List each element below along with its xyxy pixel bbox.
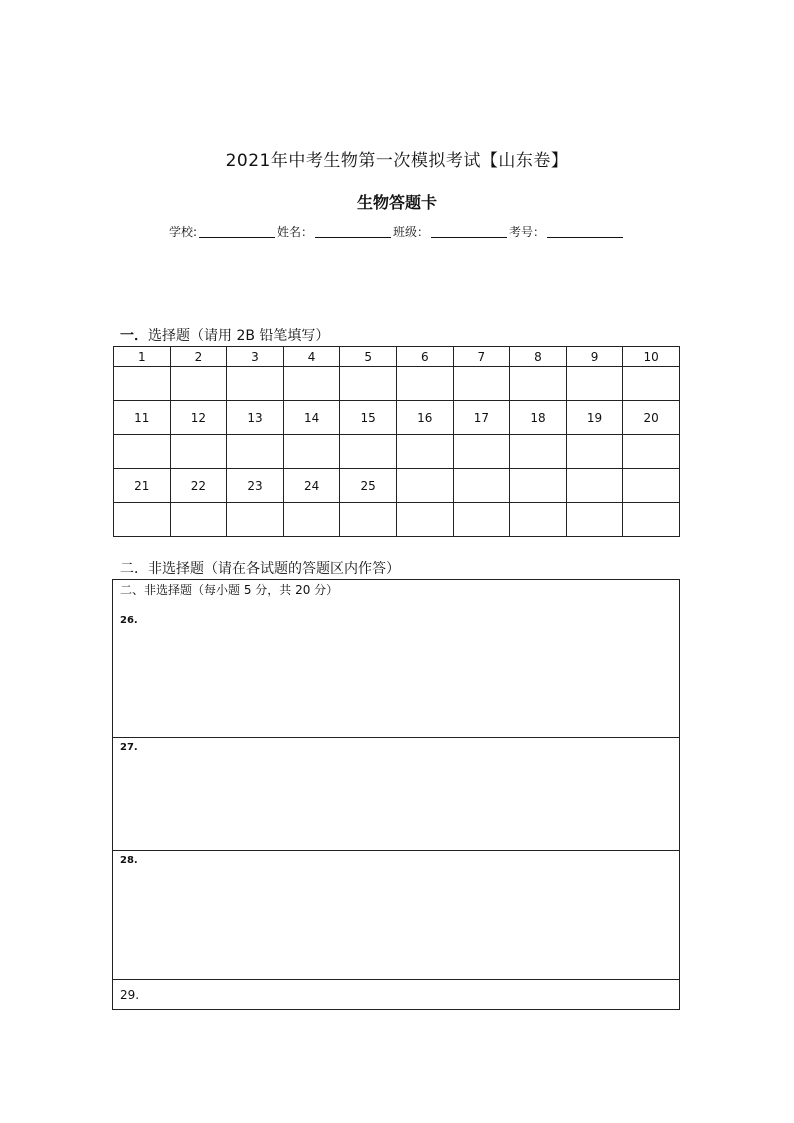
answer-cell[interactable] <box>623 367 680 401</box>
question-label-29: 29. <box>120 988 140 1002</box>
name-blank[interactable] <box>315 225 391 238</box>
answer-cell[interactable] <box>283 435 340 469</box>
answer-cell[interactable] <box>453 435 510 469</box>
answer-cell[interactable] <box>510 367 567 401</box>
answer-cell[interactable] <box>396 435 453 469</box>
answer-cell[interactable] <box>114 503 171 537</box>
question-number: 11 <box>114 401 171 435</box>
answer-cell[interactable] <box>283 367 340 401</box>
question-number: 25 <box>340 469 397 503</box>
answer-cell[interactable] <box>170 503 227 537</box>
answer-cell[interactable] <box>114 367 171 401</box>
answer-cell[interactable] <box>510 503 567 537</box>
answer-cell[interactable] <box>340 367 397 401</box>
class-blank[interactable] <box>431 225 507 238</box>
question-number: 19 <box>566 401 623 435</box>
question-number <box>453 469 510 503</box>
section2-heading: 二．非选择题（请在各试题的答题区内作答） <box>120 561 400 577</box>
answer-cell[interactable] <box>340 503 397 537</box>
question-number: 23 <box>227 469 284 503</box>
question-number: 3 <box>227 347 284 367</box>
answer-cell[interactable] <box>623 503 680 537</box>
section1-heading <box>120 325 329 345</box>
school-label: 学校: <box>168 225 197 239</box>
answer-cell[interactable] <box>170 435 227 469</box>
answer-cell[interactable] <box>114 435 171 469</box>
question-number: 20 <box>623 401 680 435</box>
student-info-line <box>0 223 794 240</box>
number-row <box>114 347 680 367</box>
question-number <box>566 469 623 503</box>
question-number: 5 <box>340 347 397 367</box>
exam-number-label: 考号： <box>509 225 546 239</box>
question-number: 10 <box>623 347 680 367</box>
answer-cell[interactable] <box>340 435 397 469</box>
question-number: 24 <box>283 469 340 503</box>
question-number: 22 <box>170 469 227 503</box>
section2-inner-title: 二、非选择题（每小题 5 分，共 20 分） <box>120 583 339 597</box>
question-number: 7 <box>453 347 510 367</box>
page-subtitle: 生物答题卡 <box>356 193 437 212</box>
question-number: 16 <box>396 401 453 435</box>
answer-cell[interactable] <box>566 435 623 469</box>
question-number: 9 <box>566 347 623 367</box>
answer-box-27[interactable] <box>113 738 679 851</box>
number-row <box>114 469 680 503</box>
name-label: 姓名： <box>277 225 314 239</box>
answer-cell[interactable] <box>283 503 340 537</box>
answer-cell[interactable] <box>566 367 623 401</box>
page-title: 2021年中考生物第一次模拟考试【山东卷】 <box>225 151 569 171</box>
answer-cell[interactable] <box>227 503 284 537</box>
answer-box-29[interactable] <box>113 980 679 1009</box>
answer-cell[interactable] <box>227 367 284 401</box>
exam-number-blank[interactable] <box>547 225 623 238</box>
question-number: 4 <box>283 347 340 367</box>
answer-cell[interactable] <box>170 367 227 401</box>
question-number: 6 <box>396 347 453 367</box>
question-label-28: 28. <box>120 855 138 866</box>
question-number: 14 <box>283 401 340 435</box>
class-label: 班级： <box>393 225 430 239</box>
question-number: 8 <box>510 347 567 367</box>
question-label-26: 26. <box>120 615 138 626</box>
school-blank[interactable] <box>199 225 275 238</box>
question-number: 1 <box>114 347 171 367</box>
answer-box-28[interactable] <box>113 851 679 980</box>
answer-row <box>114 503 680 537</box>
question-number: 15 <box>340 401 397 435</box>
multiple-choice-grid <box>113 346 680 537</box>
question-number: 17 <box>453 401 510 435</box>
answer-cell[interactable] <box>396 503 453 537</box>
answer-cell[interactable] <box>453 367 510 401</box>
question-number <box>510 469 567 503</box>
section1-heading-text: 选择题（请用 2B 铅笔填写） <box>148 328 330 344</box>
answer-box-26[interactable] <box>113 580 679 738</box>
answer-cell[interactable] <box>227 435 284 469</box>
answer-cell[interactable] <box>510 435 567 469</box>
question-label-27: 27. <box>120 742 138 753</box>
question-number <box>396 469 453 503</box>
question-number <box>623 469 680 503</box>
question-number: 21 <box>114 469 171 503</box>
section1-heading-prefix: 一． <box>120 328 148 344</box>
question-number: 18 <box>510 401 567 435</box>
question-number: 13 <box>227 401 284 435</box>
number-row <box>114 401 680 435</box>
answer-cell[interactable] <box>623 435 680 469</box>
question-number: 2 <box>170 347 227 367</box>
answer-cell[interactable] <box>396 367 453 401</box>
free-response-area <box>112 579 680 1010</box>
answer-row <box>114 435 680 469</box>
answer-cell[interactable] <box>453 503 510 537</box>
question-number: 12 <box>170 401 227 435</box>
answer-row <box>114 367 680 401</box>
answer-cell[interactable] <box>566 503 623 537</box>
